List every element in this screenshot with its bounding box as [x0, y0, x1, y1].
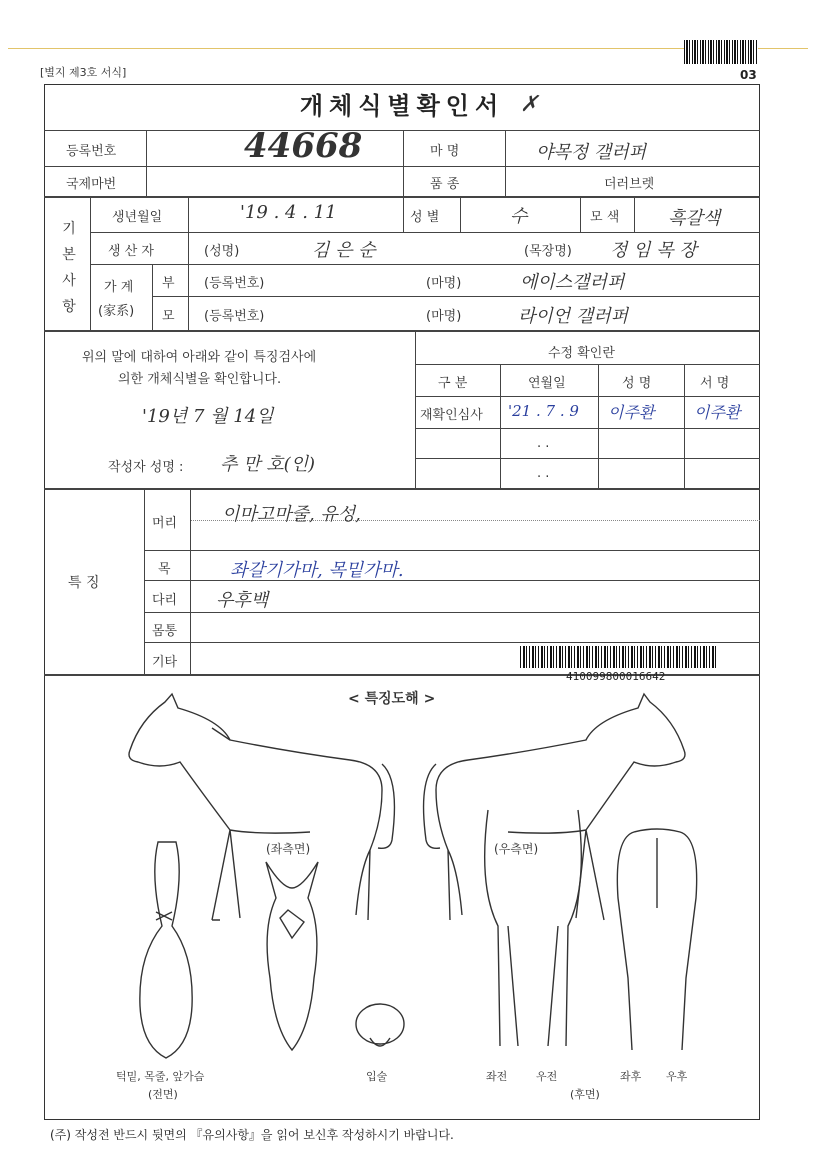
diagram-title: < 특징도해 > [348, 691, 436, 707]
sire-label: 부 [162, 276, 175, 291]
muzzle-drawing [352, 998, 408, 1058]
body-label: 몸통 [152, 624, 178, 639]
producer-name: 김 은 순 [312, 240, 376, 261]
revision-header-sign: 서 명 [700, 376, 730, 391]
registration-label: 등록번호 [66, 144, 117, 159]
dam-name: 라이언 갤러퍼 [518, 306, 629, 327]
family-hanja: (家系) [98, 304, 135, 319]
family-label: 가 계 [104, 280, 134, 295]
left-hind-caption: 좌후 [620, 1070, 642, 1083]
revision-header-type: 구 분 [438, 376, 468, 391]
muzzle-caption: 입술 [366, 1070, 388, 1083]
features-section-label: 특 징 [68, 575, 100, 591]
sire-reg-label: (등록번호) [204, 276, 265, 291]
footer-note: (주) 작성전 반드시 뒷면의 『유의사항』을 읽어 보신후 작성하시기 바랍니다. [50, 1128, 454, 1142]
farm-label: (목장명) [524, 244, 572, 259]
revision-header-date: 연월일 [528, 376, 566, 391]
barcode-sticker [520, 646, 716, 668]
barcode-number: 410099800016642 [566, 670, 666, 683]
page-title: 개체식별확인서 [299, 92, 505, 120]
neck-label: 목 [158, 562, 171, 577]
birth-date: '19 . 4 . 11 [240, 202, 337, 223]
birth-label: 생년월일 [112, 210, 163, 225]
form-reference: [별지 제3호 서식] [40, 66, 127, 79]
legs-value: 우후백 [216, 590, 269, 611]
dam-reg-label: (등록번호) [204, 309, 265, 324]
revision-row-sign: 이주환 [694, 403, 741, 422]
head-front-drawing [252, 858, 332, 1058]
page-number: 03 [740, 68, 757, 82]
author-label: 작성자 성명 : [108, 460, 184, 475]
sire-name: 에이스갤러퍼 [520, 272, 625, 293]
breed-value: 더러브렛 [604, 177, 655, 192]
check-mark: ✗ [520, 92, 539, 117]
barcode-top [684, 40, 758, 64]
neck-value: 좌갈기가마, 목밑가마. [230, 560, 404, 581]
sire-name-label: (마명) [426, 276, 462, 291]
dam-name-label: (마명) [426, 309, 462, 324]
revision-title: 수정 확인란 [548, 346, 615, 361]
front-view-neck-drawing [128, 836, 208, 1066]
left-front-caption: 좌전 [486, 1070, 508, 1083]
right-front-caption: 우전 [536, 1070, 558, 1083]
legs-label: 다리 [152, 593, 178, 608]
right-side-caption: (우측면) [494, 842, 539, 856]
author-name: 추 만 호(인) [220, 454, 316, 475]
breed-label: 품 종 [430, 177, 460, 192]
sex-value: 수 [510, 206, 528, 227]
etc-label: 기타 [152, 655, 178, 670]
revision-row2-date: . . [537, 436, 550, 451]
revision-header-name: 성 명 [622, 376, 652, 391]
basic-section-label: 기 본 사 항 [62, 221, 76, 315]
revision-row-date: '21 . 7 . 9 [508, 402, 579, 420]
sex-label: 성 별 [410, 210, 440, 225]
confirm-text-line2: 의한 개체식별을 확인합니다. [118, 372, 282, 387]
rear-view-drawing [614, 828, 700, 1058]
confirm-date: '19년 7 월 14일 [142, 406, 274, 427]
front-parts-caption: 턱밑, 목줄, 앞가슴 [116, 1070, 205, 1083]
right-hind-caption: 우후 [666, 1070, 688, 1083]
front-view-caption: (전면) [148, 1088, 178, 1101]
revision-row3-date: . . [537, 466, 550, 481]
horse-name-label: 마 명 [430, 144, 460, 159]
farm-value: 정 임 목 장 [610, 240, 697, 261]
intl-number-label: 국제마번 [66, 177, 117, 192]
head-label: 머리 [152, 516, 178, 531]
revision-row-type: 재확인심사 [420, 408, 483, 423]
producer-label: 생 산 자 [108, 244, 154, 259]
revision-row-name: 이주환 [608, 403, 655, 422]
dam-label: 모 [162, 309, 175, 324]
horse-name: 야목정 갤러퍼 [536, 142, 647, 163]
left-side-caption: (좌측면) [266, 842, 311, 856]
head-value: 이마고마줄, 유성, [222, 504, 361, 525]
color-value: 흑갈색 [668, 208, 721, 229]
registration-number: 44668 [244, 126, 363, 166]
color-label: 모 색 [590, 210, 620, 225]
producer-name-label: (성명) [204, 244, 240, 259]
confirm-text-line1: 위의 말에 대하여 아래와 같이 특징검사에 [82, 350, 317, 365]
rear-view-caption: (후면) [570, 1088, 600, 1101]
